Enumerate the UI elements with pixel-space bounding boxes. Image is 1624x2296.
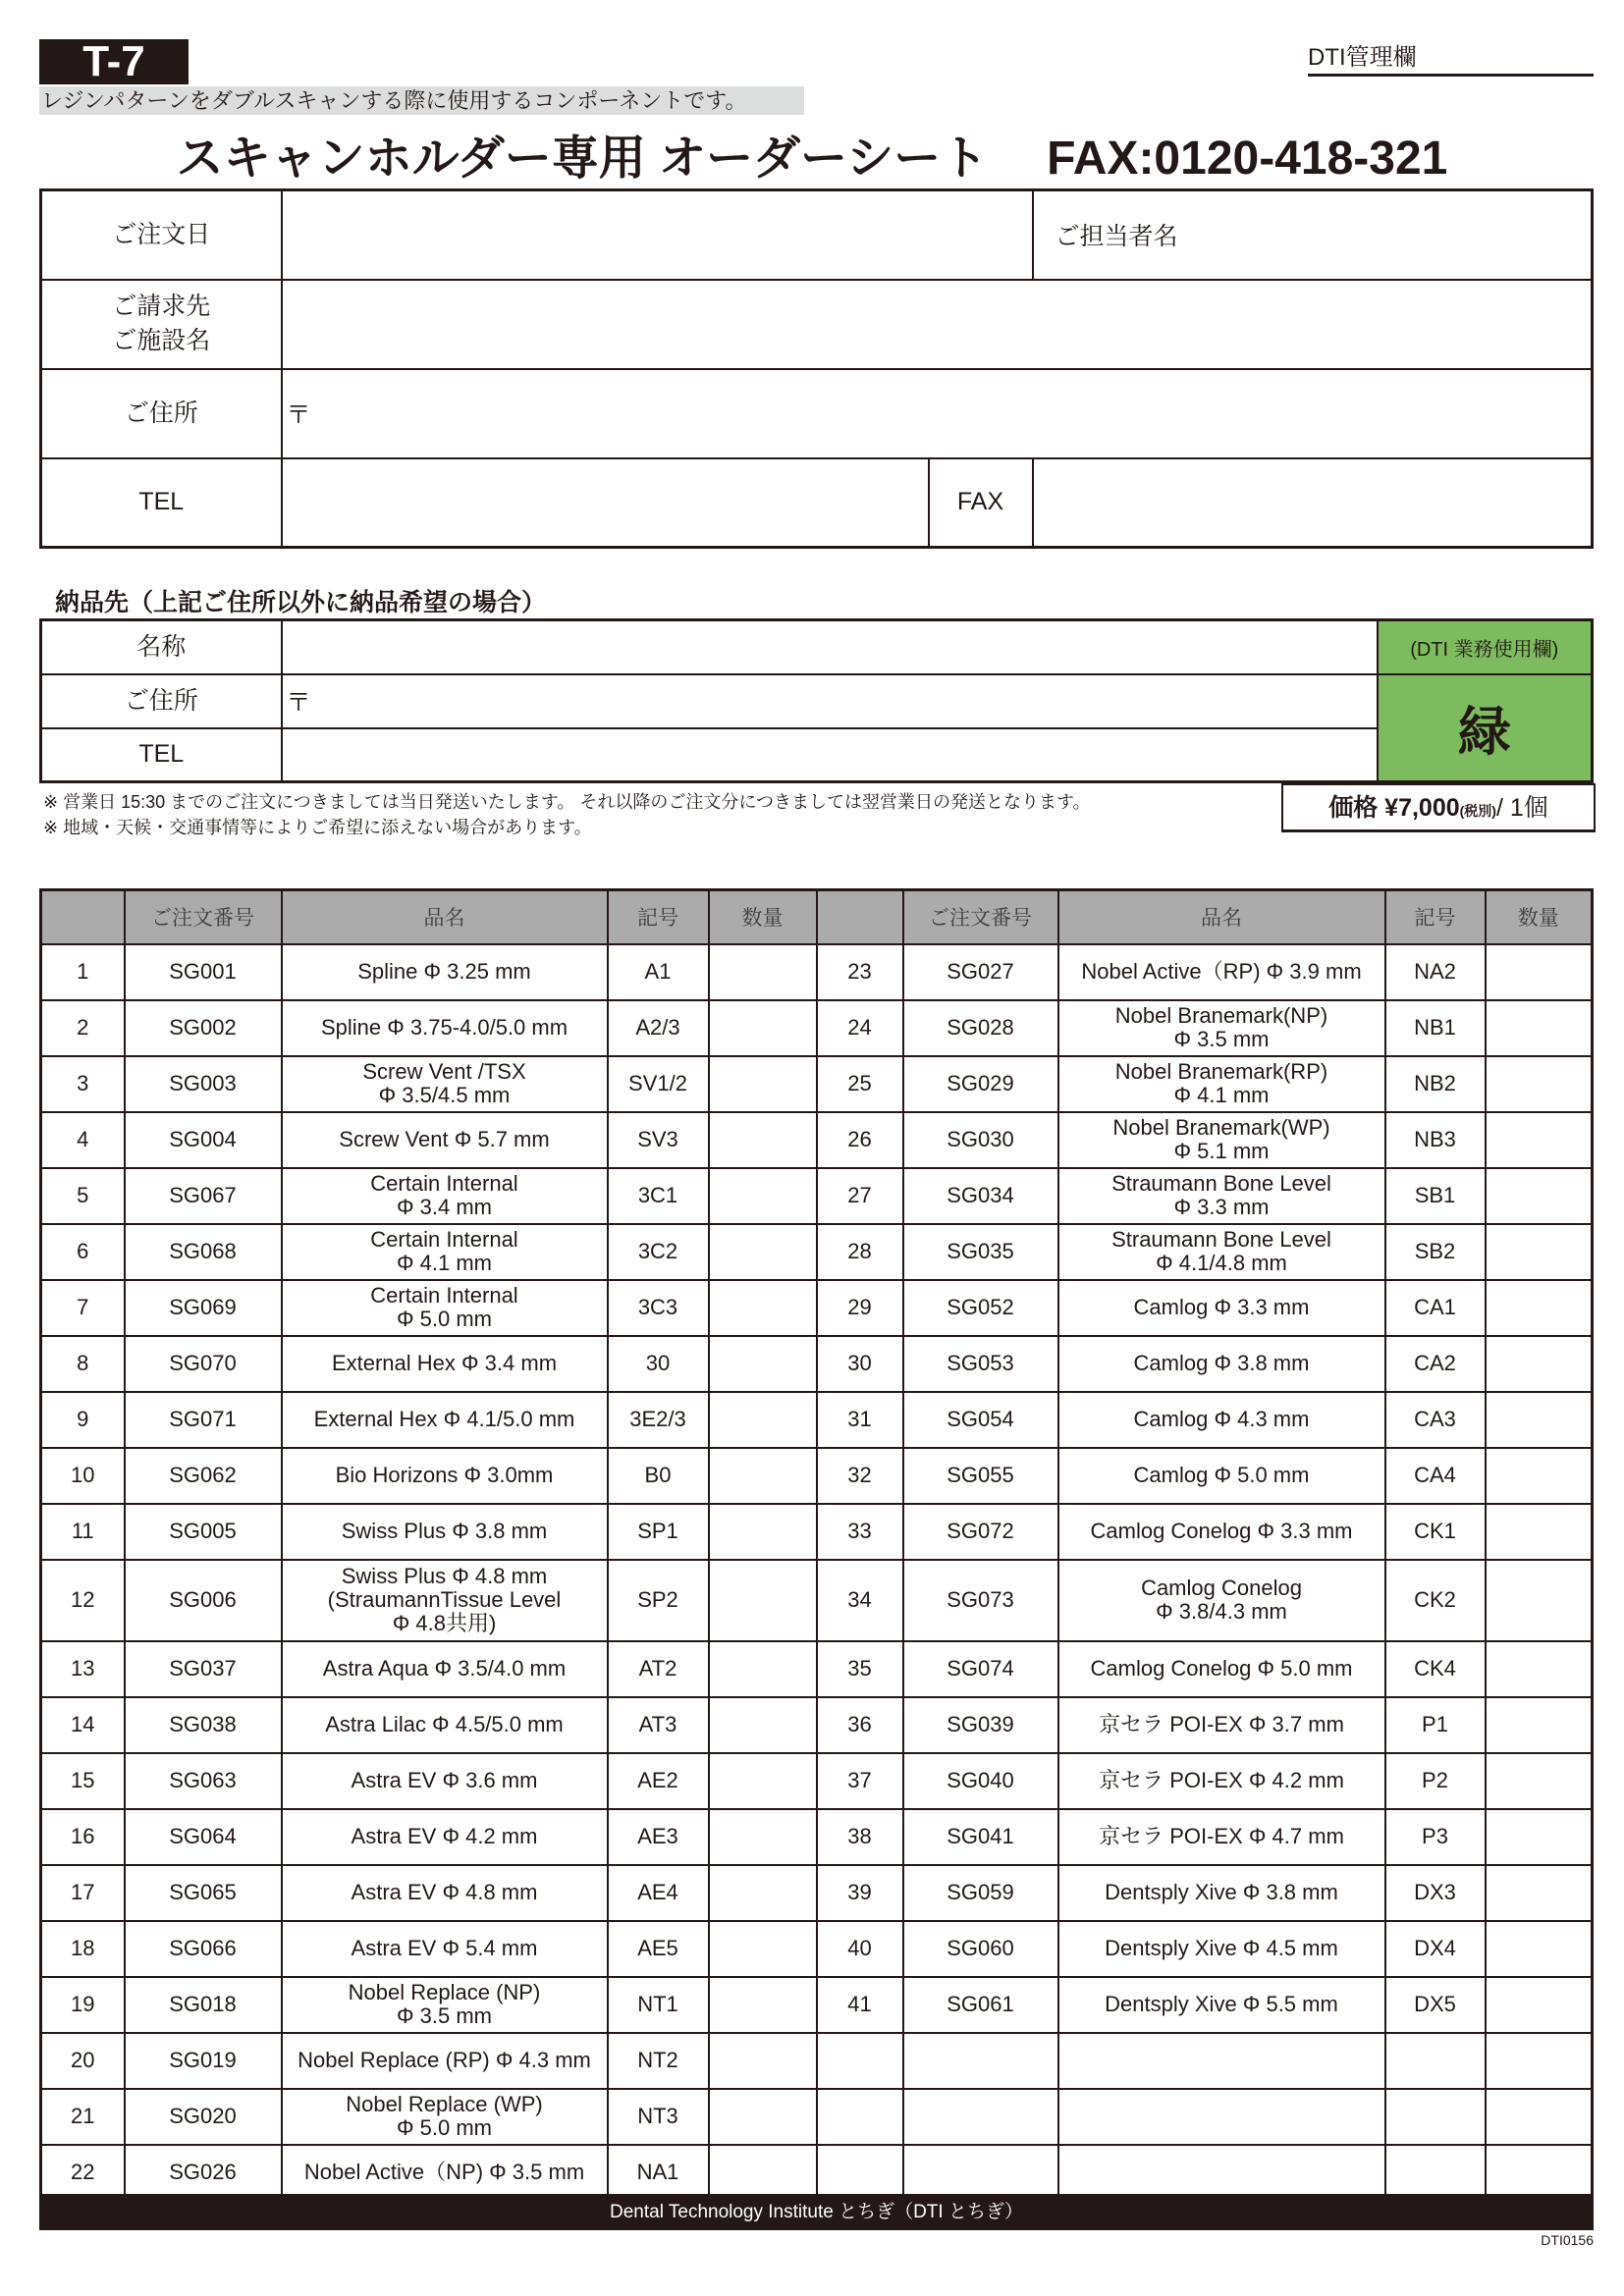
item-number: 32 [817,1448,903,1504]
item-order-number: SG064 [125,1809,282,1865]
form-code-badge: T-7 [39,39,189,84]
quantity-field[interactable] [1486,1697,1593,1753]
item-order-number [903,2145,1058,2201]
item-name: Astra Lilac Φ 4.5/5.0 mm [282,1697,608,1753]
item-symbol: SV3 [608,1112,709,1168]
item-number: 1 [41,944,125,1000]
item-name: 京セラ POI-EX Φ 4.7 mm [1058,1809,1385,1865]
item-number: 23 [817,944,903,1000]
item-symbol: AT2 [608,1641,709,1697]
table-row [41,1056,1593,1112]
item-order-number: SG072 [903,1504,1058,1560]
item-order-number: SG062 [125,1448,282,1504]
fax-number: FAX:0120-418-321 [1047,133,1448,185]
item-order-number: SG019 [125,2033,282,2089]
item-name: Bio Horizons Φ 3.0mm [282,1448,608,1504]
header-number [817,890,903,944]
quantity-field[interactable] [1486,1392,1593,1448]
item-order-number: SG061 [903,1977,1058,2033]
item-symbol: 3C3 [608,1280,709,1336]
dti-use-label: (DTI 業務使用欄) [1378,620,1593,674]
quantity-field[interactable] [709,1448,817,1504]
header-quantity: 数量 [1486,890,1593,944]
item-name: Camlog Conelog Φ 5.0 mm [1058,1641,1385,1697]
item-name: Astra EV Φ 4.8 mm [282,1865,608,1921]
header-symbol: 記号 [1385,890,1486,944]
item-name: Screw Vent Φ 5.7 mm [282,1112,608,1168]
item-order-number: SG002 [125,1000,282,1056]
quantity-field[interactable] [1486,1921,1593,1977]
table-row [41,1809,1593,1865]
quantity-field[interactable] [1486,1448,1593,1504]
quantity-field[interactable] [709,1280,817,1336]
item-name [1058,2033,1385,2089]
item-number: 3 [41,1056,125,1112]
header-symbol: 記号 [608,890,709,944]
item-number: 29 [817,1280,903,1336]
item-name: Astra EV Φ 5.4 mm [282,1921,608,1977]
table-row [41,1865,1593,1921]
item-number: 20 [41,2033,125,2089]
item-symbol: P2 [1385,1753,1486,1809]
item-order-number: SG026 [125,2145,282,2201]
table-row [41,1641,1593,1697]
item-symbol: SV1/2 [608,1056,709,1112]
item-name: Camlog Φ 3.3 mm [1058,1280,1385,1336]
item-number: 33 [817,1504,903,1560]
item-number: 8 [41,1336,125,1392]
item-number: 24 [817,1000,903,1056]
quantity-field[interactable] [1486,1168,1593,1224]
item-order-number: SG065 [125,1865,282,1921]
title-text: スキャンホルダー専用 オーダーシート [176,133,989,185]
item-symbol [1385,2145,1486,2201]
item-name: Screw Vent /TSX Φ 3.5/4.5 mm [282,1056,608,1112]
quantity-field [1486,2089,1593,2145]
quantity-field[interactable] [1486,1977,1593,2033]
item-order-number: SG053 [903,1336,1058,1392]
quantity-field[interactable] [709,2033,817,2089]
item-name: Dentsply Xive Φ 5.5 mm [1058,1977,1385,2033]
item-number: 39 [817,1865,903,1921]
item-number: 18 [41,1921,125,1977]
item-symbol: CA4 [1385,1448,1486,1504]
item-symbol [1385,2033,1486,2089]
item-order-number: SG034 [903,1168,1058,1224]
quantity-field [1486,2145,1593,2201]
item-symbol: CA2 [1385,1336,1486,1392]
item-symbol: CA1 [1385,1280,1486,1336]
item-order-number: SG040 [903,1753,1058,1809]
item-name: Camlog Φ 3.8 mm [1058,1336,1385,1392]
item-order-number: SG035 [903,1224,1058,1280]
quantity-field[interactable] [709,1056,817,1112]
item-symbol: CK4 [1385,1641,1486,1697]
quantity-field[interactable] [709,1168,817,1224]
item-name: Nobel Active（NP) Φ 3.5 mm [282,2145,608,2201]
header-quantity: 数量 [709,890,817,944]
item-name: Camlog Φ 4.3 mm [1058,1392,1385,1448]
item-symbol: NA1 [608,2145,709,2201]
item-number: 38 [817,1809,903,1865]
order-info-form [39,188,1594,549]
item-name: Straumann Bone Level Φ 4.1/4.8 mm [1058,1224,1385,1280]
quantity-field[interactable] [709,1000,817,1056]
item-symbol: P3 [1385,1809,1486,1865]
item-name [1058,2145,1385,2201]
table-row [41,944,1593,1000]
item-symbol: DX5 [1385,1977,1486,2033]
table-row [41,1504,1593,1560]
quantity-field[interactable] [709,1809,817,1865]
footer-bar: Dental Technology Institute とちぎ（DTI とちぎ） [39,2194,1594,2230]
item-order-number: SG027 [903,944,1058,1000]
quantity-field[interactable] [1486,1280,1593,1336]
item-number: 15 [41,1753,125,1809]
delivery-name-field[interactable] [282,620,1378,674]
address-label: ご住所 [41,369,282,458]
table-row [41,1280,1593,1336]
item-order-number: SG037 [125,1641,282,1697]
item-symbol: 3C2 [608,1224,709,1280]
item-symbol: AT3 [608,1697,709,1753]
item-name: Astra EV Φ 3.6 mm [282,1753,608,1809]
item-number: 2 [41,1000,125,1056]
item-name: Certain Internal Φ 4.1 mm [282,1224,608,1280]
price-tax-note: (税別) [1459,803,1496,819]
person-in-charge-field[interactable]: ご担当者名 [1033,190,1593,280]
item-number: 36 [817,1697,903,1753]
quantity-field[interactable] [709,944,817,1000]
quantity-field[interactable] [1486,1000,1593,1056]
delivery-tel-label: TEL [41,728,282,782]
item-order-number: SG020 [125,2089,282,2145]
item-order-number: SG073 [903,1560,1058,1641]
billing-label: ご請求先 ご施設名 [41,280,282,369]
product-order-table [39,888,1594,2202]
quantity-field[interactable] [1486,1641,1593,1697]
table-row [41,1392,1593,1448]
item-number: 40 [817,1921,903,1977]
item-number: 34 [817,1560,903,1641]
item-order-number: SG069 [125,1280,282,1336]
item-number: 30 [817,1336,903,1392]
item-name: 京セラ POI-EX Φ 3.7 mm [1058,1697,1385,1753]
delivery-address-label: ご住所 [41,674,282,728]
item-name: External Hex Φ 4.1/5.0 mm [282,1392,608,1448]
subtitle: レジンパターンをダブルスキャンする際に使用するコンポーネントです。 [39,86,804,115]
delivery-form [39,618,1594,783]
table-row [41,1697,1593,1753]
item-number: 17 [41,1865,125,1921]
item-symbol: AE5 [608,1921,709,1977]
dti-color-mark: 緑 [1378,674,1593,782]
item-number: 21 [41,2089,125,2145]
item-name: Astra Aqua Φ 3.5/4.0 mm [282,1641,608,1697]
table-row [41,1753,1593,1809]
item-order-number: SG063 [125,1753,282,1809]
quantity-field[interactable] [1486,1753,1593,1809]
delivery-address-field[interactable]: 〒 [282,674,1378,728]
item-symbol: A1 [608,944,709,1000]
quantity-field[interactable] [709,1392,817,1448]
item-name: Camlog Φ 5.0 mm [1058,1448,1385,1504]
item-symbol: SP1 [608,1504,709,1560]
item-name: Camlog Conelog Φ 3.8/4.3 mm [1058,1560,1385,1641]
header-product-name: 品名 [282,890,608,944]
item-order-number: SG004 [125,1112,282,1168]
table-row [41,1336,1593,1392]
fax-field[interactable] [1033,458,1593,548]
delivery-section-title: 納品先（上記ご住所以外に納品希望の場合） [55,589,547,616]
item-number: 31 [817,1392,903,1448]
item-name: Certain Internal Φ 5.0 mm [282,1280,608,1336]
tel-label: TEL [41,458,282,548]
item-number: 11 [41,1504,125,1560]
item-order-number: SG055 [903,1448,1058,1504]
item-symbol: SP2 [608,1560,709,1641]
item-symbol: CK2 [1385,1560,1486,1641]
item-order-number: SG070 [125,1336,282,1392]
item-order-number: SG052 [903,1280,1058,1336]
table-row [41,1448,1593,1504]
item-symbol: CK1 [1385,1504,1486,1560]
note-shipping: ※ 営業日 15:30 までのご注文につきましては当日発送いたします。 それ以降のご注文分につきましては翌営業日の発送となります。 [43,792,1091,812]
item-number: 25 [817,1056,903,1112]
table-row [41,2089,1593,2145]
item-order-number: SG066 [125,1921,282,1977]
item-symbol: SB1 [1385,1168,1486,1224]
item-symbol: AE2 [608,1753,709,1809]
item-name: Nobel Replace (RP) Φ 4.3 mm [282,2033,608,2089]
price-label: 価格 ¥7,000 [1328,794,1460,822]
item-name: Spline Φ 3.75-4.0/5.0 mm [282,1000,608,1056]
quantity-field[interactable] [709,1560,817,1641]
item-order-number: SG074 [903,1641,1058,1697]
quantity-field[interactable] [1486,1056,1593,1112]
address-field[interactable]: 〒 [282,369,1593,458]
item-number: 16 [41,1809,125,1865]
table-row [41,1560,1593,1641]
item-order-number: SG003 [125,1056,282,1112]
item-symbol: DX3 [1385,1865,1486,1921]
item-symbol: 3C1 [608,1168,709,1224]
item-symbol: B0 [608,1448,709,1504]
item-number: 26 [817,1112,903,1168]
item-number: 7 [41,1280,125,1336]
item-number [817,2089,903,2145]
table-row [41,2033,1593,2089]
item-number: 14 [41,1697,125,1753]
table-row [41,1977,1593,2033]
quantity-field[interactable] [709,1865,817,1921]
item-name: Astra EV Φ 4.2 mm [282,1809,608,1865]
item-symbol: P1 [1385,1697,1486,1753]
quantity-field[interactable] [1486,1560,1593,1641]
note-delay: ※ 地域・天候・交通事情等によりご希望に添えない場合があります。 [43,818,592,837]
item-order-number: SG029 [903,1056,1058,1112]
quantity-field[interactable] [1486,944,1593,1000]
quantity-field[interactable] [709,2089,817,2145]
item-order-number: SG030 [903,1112,1058,1168]
quantity-field[interactable] [709,1336,817,1392]
fax-label: FAX [929,458,1033,548]
item-name: Dentsply Xive Φ 3.8 mm [1058,1865,1385,1921]
item-symbol: AE3 [608,1809,709,1865]
item-order-number: SG059 [903,1865,1058,1921]
quantity-field [1486,2033,1593,2089]
item-symbol: SB2 [1385,1224,1486,1280]
item-name: Nobel Branemark(WP) Φ 5.1 mm [1058,1112,1385,1168]
quantity-field[interactable] [709,1112,817,1168]
price-unit: / 1個 [1495,794,1548,822]
item-number: 41 [817,1977,903,2033]
dti-management-field: DTI管理欄 [1308,37,1594,77]
item-order-number: SG041 [903,1809,1058,1865]
header-order-number: ご注文番号 [903,890,1058,944]
item-order-number [903,2089,1058,2145]
table-row [41,1921,1593,1977]
item-order-number: SG068 [125,1224,282,1280]
item-name [1058,2089,1385,2145]
item-symbol: NA2 [1385,944,1486,1000]
item-number: 12 [41,1560,125,1641]
item-name: External Hex Φ 3.4 mm [282,1336,608,1392]
item-symbol: 3E2/3 [608,1392,709,1448]
table-row [41,2145,1593,2201]
item-number: 10 [41,1448,125,1504]
quantity-field[interactable] [709,2145,817,2201]
item-order-number [903,2033,1058,2089]
header-number [41,890,125,944]
item-order-number: SG001 [125,944,282,1000]
item-number [817,2145,903,2201]
item-symbol: NB1 [1385,1000,1486,1056]
quantity-field[interactable] [1486,1224,1593,1280]
item-name: Camlog Conelog Φ 3.3 mm [1058,1504,1385,1560]
item-symbol: NB2 [1385,1056,1486,1112]
item-name: Nobel Branemark(NP) Φ 3.5 mm [1058,1000,1385,1056]
item-number: 28 [817,1224,903,1280]
item-symbol: 30 [608,1336,709,1392]
table-row [41,1224,1593,1280]
quantity-field[interactable] [1486,1504,1593,1560]
order-date-field[interactable] [282,190,1033,280]
item-name: Straumann Bone Level Φ 3.3 mm [1058,1168,1385,1224]
item-symbol: NT1 [608,1977,709,2033]
item-number: 6 [41,1224,125,1280]
item-name: Dentsply Xive Φ 4.5 mm [1058,1921,1385,1977]
quantity-field[interactable] [709,1224,817,1280]
item-order-number: SG039 [903,1697,1058,1753]
item-number: 19 [41,1977,125,2033]
delivery-name-label: 名称 [41,620,282,674]
delivery-tel-field[interactable] [282,728,1378,782]
item-number: 22 [41,2145,125,2201]
table-row [41,1000,1593,1056]
quantity-field[interactable] [1486,1809,1593,1865]
item-name: Nobel Replace (NP) Φ 3.5 mm [282,1977,608,2033]
item-order-number: SG006 [125,1560,282,1641]
item-order-number: SG054 [903,1392,1058,1448]
price-box [1281,783,1596,832]
item-name: Swiss Plus Φ 3.8 mm [282,1504,608,1560]
quantity-field[interactable] [709,1921,817,1977]
header-order-number: ご注文番号 [125,890,282,944]
order-date-label: ご注文日 [41,190,282,280]
header-product-name: 品名 [1058,890,1385,944]
document-code: DTI0156 [1541,2232,1594,2248]
table-row [41,1168,1593,1224]
item-number: 4 [41,1112,125,1168]
item-order-number: SG038 [125,1697,282,1753]
item-name: Certain Internal Φ 3.4 mm [282,1168,608,1224]
quantity-field[interactable] [1486,1336,1593,1392]
page-title [0,120,1624,187]
item-symbol: DX4 [1385,1921,1486,1977]
item-number: 35 [817,1641,903,1697]
item-number: 9 [41,1392,125,1448]
item-symbol: NB3 [1385,1112,1486,1168]
billing-field[interactable] [282,280,1593,369]
item-order-number: SG005 [125,1504,282,1560]
item-order-number: SG067 [125,1168,282,1224]
item-order-number: SG060 [903,1921,1058,1977]
quantity-field[interactable] [709,1753,817,1809]
tel-field[interactable] [282,458,929,548]
item-order-number: SG071 [125,1392,282,1448]
item-number: 13 [41,1641,125,1697]
item-symbol: A2/3 [608,1000,709,1056]
item-name: 京セラ POI-EX Φ 4.2 mm [1058,1753,1385,1809]
item-number: 5 [41,1168,125,1224]
item-symbol: AE4 [608,1865,709,1921]
item-order-number: SG018 [125,1977,282,2033]
item-symbol [1385,2089,1486,2145]
quantity-field[interactable] [1486,1112,1593,1168]
item-number: 27 [817,1168,903,1224]
item-number: 37 [817,1753,903,1809]
quantity-field[interactable] [709,1977,817,2033]
item-name: Nobel Replace (WP) Φ 5.0 mm [282,2089,608,2145]
item-name: Nobel Active（RP) Φ 3.9 mm [1058,944,1385,1000]
item-symbol: NT2 [608,2033,709,2089]
item-symbol: CA3 [1385,1392,1486,1448]
item-order-number: SG028 [903,1000,1058,1056]
quantity-field[interactable] [709,1697,817,1753]
quantity-field[interactable] [709,1504,817,1560]
table-row [41,1112,1593,1168]
item-symbol: NT3 [608,2089,709,2145]
item-number [817,2033,903,2089]
quantity-field[interactable] [1486,1865,1593,1921]
item-name: Swiss Plus Φ 4.8 mm (StraumannTissue Level Φ 4.8共用) [282,1560,608,1641]
quantity-field[interactable] [709,1641,817,1697]
item-name: Nobel Branemark(RP) Φ 4.1 mm [1058,1056,1385,1112]
item-name: Spline Φ 3.25 mm [282,944,608,1000]
